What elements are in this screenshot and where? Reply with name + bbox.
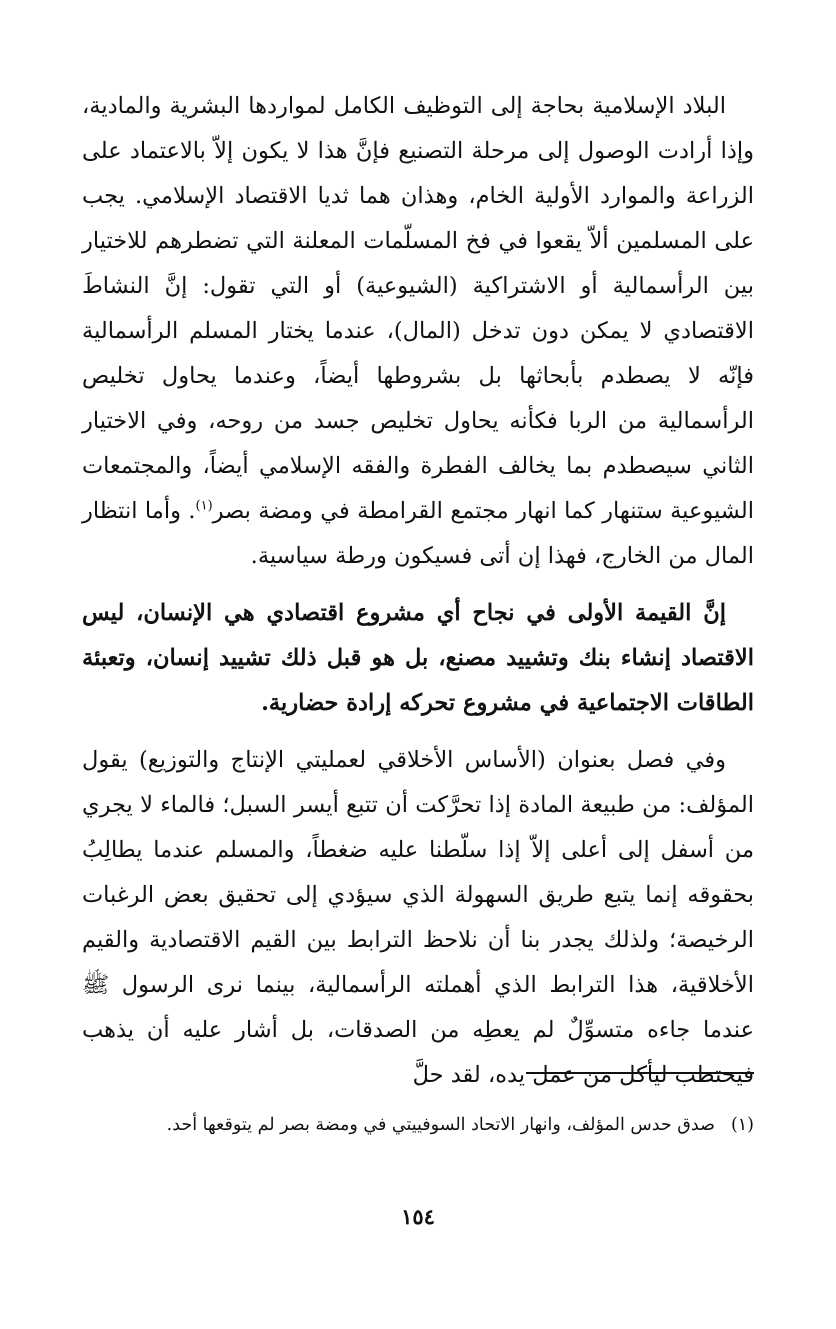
page-number: ١٥٤	[401, 1204, 435, 1229]
footnote-number: (١)	[730, 1115, 754, 1135]
paragraph-1-text: البلاد الإسلامية بحاجة إلى التوظيف الكامل لمواردها البشرية والمادية، وإذا أرادت الوصول إلى مرحلة التصنيع فإنَّ هذا لا يكون إلاّ بالاعتماد على الزراعة والموارد الأولية الخام، وهذان هما ثديا الاقتصاد الإسلامي. يجب على المسلمين ألاّ يقعوا في فخ المسلّمات المعلنة التي تضطرهم للاختيار بين الرأسمالية أو الاشتراكية (الشيوعية) أو التي تقول: إنَّ النشاطَ الاقتصادي لا يمكن دون تدخل (المال)، عندما يختار المسلم الرأسمالية فإنّه لا يصطدم بأبحاثها بل بشروطها أيضاً، وعندما يحاول تخليص الرأسمالية من الربا فكأنه يحاول تخليص جسد من روحه، وفي الاختيار الثاني سيصطدم بما يخالف الفطرة والفقه الإسلامي أيضاً، والمجتمعات الشيوعية ستنهار كما انهار مجتمع القرامطة في ومضة بصر	[82, 93, 754, 524]
paragraph-1-continuation: . وأما انتظار المال من الخارج، فهذا إن أتى فسيكون ورطة سياسية.	[82, 498, 754, 569]
body-paragraph-3: وفي فصل بعنوان (الأساس الأخلاقي لعمليتي الإنتاج والتوزيع) يقول المؤلف: من طبيعة المادة إذا تحرَّكت أن تتبع أيسر السبل؛ فالماء لا يجري من أسفل إلى أعلى إلاّ إذا سلّطنا عليه ضغطاً، والمسلم عندما يطالِبُ بحقوقه إنما يتبع طريق السهولة الذي سيؤدي إلى تحقيق بعض الرغبات الرخيصة؛ ولذلك يجدر بنا أن نلاحظ الترابط بين القيم الاقتصادية والقيم الأخلاقية، هذا الترابط الذي أهملته الرأسمالية، بينما نرى الرسول ﷺ عندما جاءه متسوِّلٌ لم يعطِه من الصدقات، بل أشار عليه أن يذهب فيحتطب ليأكل من عمل يده، لقد حلَّ	[82, 747, 754, 1088]
footnote-text: صدق حدس المؤلف، وانهار الاتحاد السوفييتي في ومضة بصر لم يتوقعها أحد.	[166, 1115, 715, 1135]
body-paragraph-1	[82, 84, 754, 579]
footnote	[82, 1108, 754, 1142]
footnote-separator	[526, 1072, 754, 1074]
body-paragraph-2-bold: إنَّ القيمة الأولى في نجاح أي مشروع اقتصادي هي الإنسان، ليس الاقتصاد إنشاء بنك وتشييد مصنع، بل هو قبل ذلك تشييد إنسان، وتعبئة الطاقات الاجتماعية في مشروع تحركه إرادة حضارية.	[82, 600, 754, 716]
footnote-reference: (١)	[195, 498, 213, 514]
